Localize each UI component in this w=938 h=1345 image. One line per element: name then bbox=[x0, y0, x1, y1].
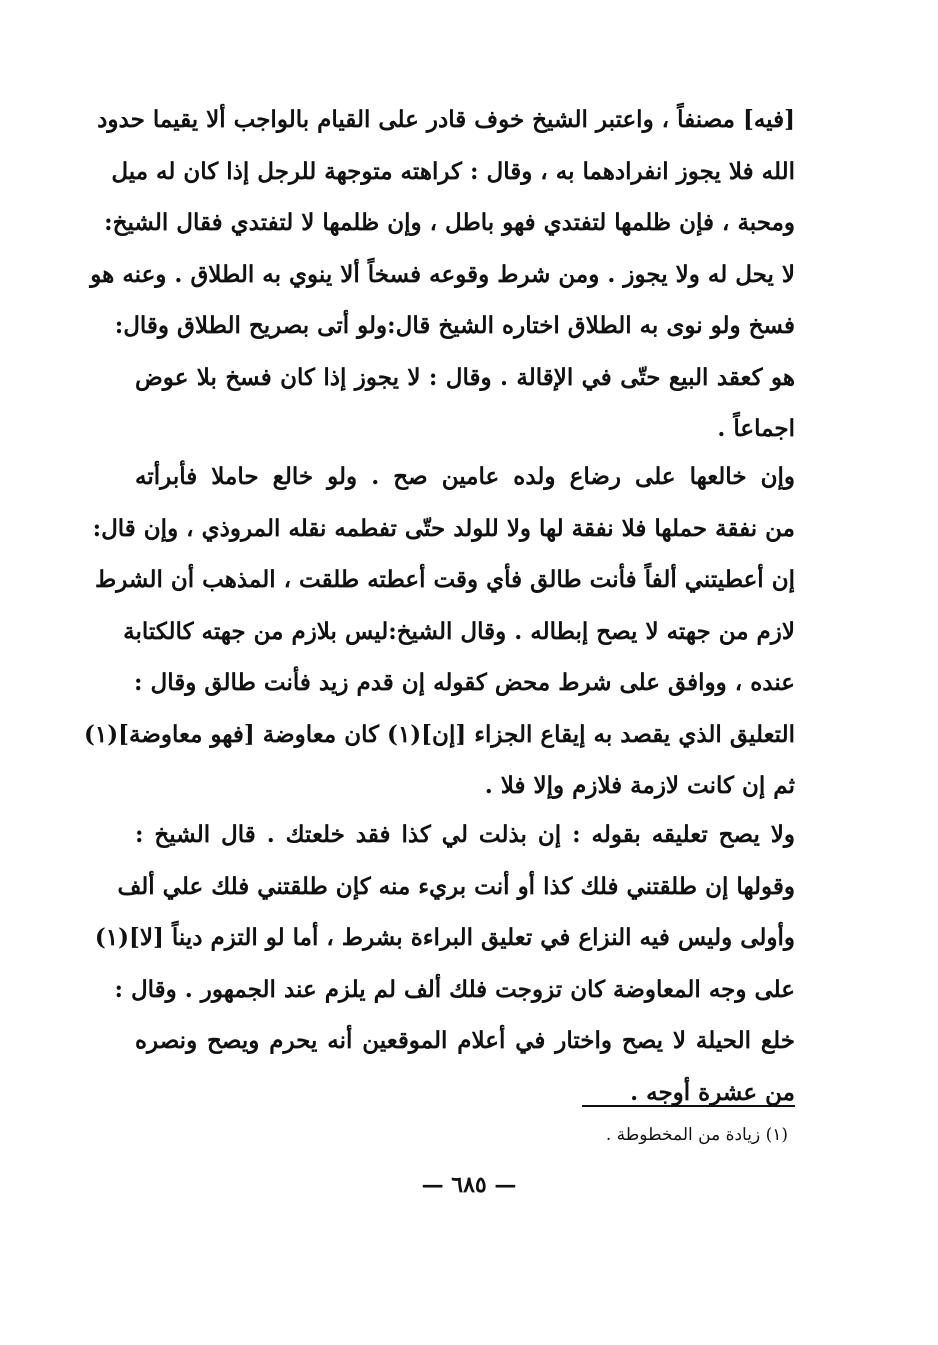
text-line: عنده ، ووافق على شرط محض كقوله إن قدم زيد فأنت طالق وقال : bbox=[134, 669, 795, 696]
text-line: الله فلا يجوز انفرادهما به ، وقال : كراهته متوجهة للرجل إذا كان له ميل bbox=[111, 157, 795, 185]
text-line: [فيه] مصنفاً ، واعتبر الشيخ خوف قادر على القيام بالواجب ألا يقيما حدود bbox=[97, 106, 795, 133]
text-line: اجماعاً . bbox=[717, 415, 795, 442]
text-line: وقولها إن طلقتني فلك كذا أو أنت بريء منه كإن طلقتني فلك علي ألف bbox=[117, 872, 795, 900]
text-line: على وجه المعاوضة كان تزوجت فلك ألف لم يلزم عند الجمهور . وقال : bbox=[114, 975, 795, 1003]
text-line: إن أعطيتني ألفاً فأنت طالق فأي وقت أعطته طلقت ، المذهب أن الشرط bbox=[94, 566, 795, 593]
text-line: ثم إن كانت لازمة فلازم وإلا فلا . bbox=[484, 772, 795, 799]
text-line: التعليق الذي يقصد به إيقاع الجزاء [إن](١) كان معاوضة [فهو معاوضة](١) bbox=[84, 720, 795, 748]
paragraph-3 bbox=[94, 809, 795, 1118]
text-line: فسخ ولو نوى به الطلاق اختاره الشيخ قال:ولو أتى بصريح الطلاق وقال: bbox=[114, 312, 795, 339]
footnote: (١) زيادة من المخطوطة . bbox=[605, 1125, 788, 1145]
text-line: هو كعقد البيع حتّى في الإقالة . وقال : لا يجوز إذا كان فسخ بلا عوض bbox=[135, 363, 795, 391]
text-line: ومحبة ، فإن ظلمها لتفتدي فهو باطل ، وإن ظلمها لا لتفتدي فقال الشيخ: bbox=[104, 209, 795, 236]
text-line: من عشرة أوجه . bbox=[630, 1078, 795, 1106]
text-line: لا يحل له ولا يجوز . ومن شرط وقوعه فسخاً ألا ينوي به الطلاق . وعنه هو bbox=[90, 260, 795, 288]
text-line: من نفقة حملها فلا نفقة لها ولا للولد حتّى تفطمه نقله المروذي ، وإن قال: bbox=[92, 514, 795, 542]
page-number: — ٦٨٥ — bbox=[421, 1172, 517, 1198]
text-line: وأولى وليس فيه النزاع في تعليق البراءة بشرط ، أما لو التزم ديناً [لا](١) bbox=[94, 924, 795, 951]
paragraph-1 bbox=[90, 94, 795, 455]
footnote-divider bbox=[582, 1105, 795, 1107]
text-line: خلع الحيلة لا يصح واختار في أعلام الموقعين أنه يحرم ويصح ونصره bbox=[135, 1027, 795, 1054]
paragraph-2 bbox=[84, 451, 795, 812]
text-line: ولا يصح تعليقه بقوله : إن بذلت لي كذا فقد خلعتك . قال الشيخ : bbox=[135, 821, 795, 848]
text-line: وإن خالعها على رضاع ولده عامين صح . ولو خالع حاملا فأبرأته bbox=[135, 463, 795, 490]
text-line: لازم من جهته لا يصح إبطاله . وقال الشيخ:ليس بلازم من جهته كالكتابة bbox=[123, 617, 795, 645]
